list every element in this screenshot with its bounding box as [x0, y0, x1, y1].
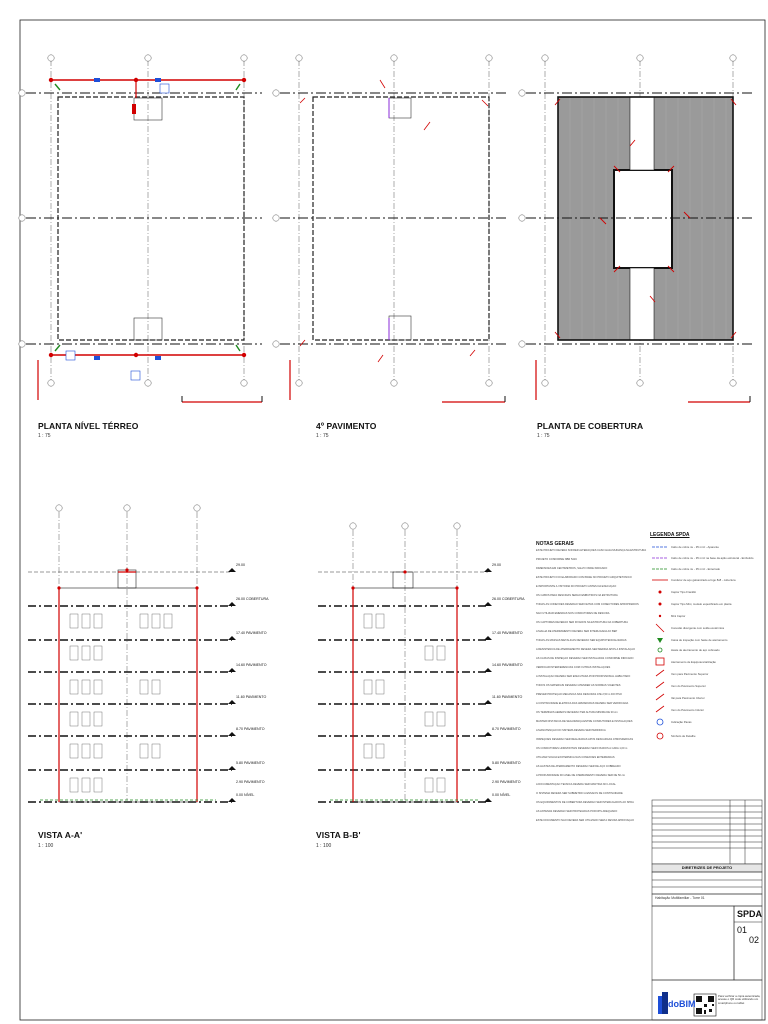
note-item: A MANUTENÇÃO DO SISTEMA DEVERÁ SER PERIÓDICA	[536, 729, 606, 732]
note-item: A MALHA DE ATERRAMENTO DEVERÁ SER INTERLIGADA AO BEP	[536, 630, 618, 633]
view-title-roof: PLANTA DE COBERTURA	[537, 421, 644, 431]
note-item: PREVER PROTEÇÃO MECÂNICA NAS DESCIDAS ATÉ 2,50 m DO PISO	[536, 693, 622, 696]
legend-item: Cabo de cobre nu - 35 mm² - Aparente	[671, 545, 719, 549]
note-item: UTILIZAR SOLDA EXOTÉRMICA NAS CONEXÕES ENTERRADAS	[536, 756, 615, 759]
legend-item: Conexão divergente com solda exotérmica	[671, 626, 725, 630]
level-name: PAVIMENTO	[246, 663, 267, 667]
level-value: 17.40	[492, 631, 501, 635]
view-scale-roof: 1 : 75	[537, 433, 550, 439]
note-item: PROJETO CONFORME NBR 5419	[536, 558, 577, 561]
legend-item: Cabo de cobre nu - 35 mm² - Enterrado	[671, 567, 720, 571]
level-value: 0.00	[492, 793, 499, 797]
level-value: 26.00	[492, 597, 501, 601]
legend-item: Caixa de inspeção com haste de aterramento	[671, 638, 728, 642]
level-value: 14.60	[236, 663, 245, 667]
level-markers	[228, 568, 492, 802]
project-name: Habitação Multifamiliar - Torre 01	[655, 896, 705, 900]
level-name: PAVIMENTO	[244, 780, 265, 784]
legend-symbols	[652, 547, 668, 739]
note-item: AS HASTES DE ATERRAMENTO DEVERÃO SER DE AÇO COBREADO	[536, 765, 621, 768]
note-item: ESTE PROJETO FOI ELABORADO COM BASE NO PROJETO ARQUITETÔNICO	[536, 576, 632, 579]
legend-item: Captor Tipo Franklin	[671, 590, 697, 594]
note-item: OS EQUIPAMENTOS DE COBERTURA DEVERÃO SER INTERLIGADOS AO SPDA	[536, 801, 634, 804]
level-value: 11.60	[492, 695, 501, 699]
legend-item: Haste de aterramento de aço cobreado	[671, 648, 720, 652]
legend-item: Mini Captor	[671, 614, 686, 618]
note-item: OS CONDUTORES HORIZONTAIS DEVERÃO SER FIXADOS A CADA 1,00 m	[536, 747, 628, 750]
roof-plan	[519, 55, 752, 402]
sheet-number: 01	[737, 925, 748, 935]
note-item: OS TERMINAIS AÉREOS DEVERÃO TER ALTURA MÍNIMA DE 30 cm	[536, 711, 618, 714]
level-name: PAVIMENTO	[244, 727, 265, 731]
level-name: PAVIMENTO	[500, 780, 521, 784]
view-scale-fourth: 1 : 75	[316, 433, 329, 439]
note-item: ESTE PROJETO DEVERÁ SOFRER ALTERAÇÕES CASO HAJA MUDANÇA NA ESTRUTURA	[536, 549, 647, 552]
level-name: PAVIMENTO	[502, 663, 523, 667]
note-item: AS ANTENAS DEVERÃO SER PROTEGIDAS POR DPS ADEQUADO	[536, 810, 618, 813]
company-name: doBIM	[668, 999, 696, 1009]
level-value: 29.00	[492, 563, 501, 567]
note-item: VERIFICAR INTERFERÊNCIAS COM OUTRAS INSTALAÇÕES	[536, 666, 611, 669]
level-value: 2.90	[236, 780, 243, 784]
legend-item: Vem do Pavimento Inferior	[671, 708, 704, 712]
company-logo-mark	[658, 992, 668, 1014]
view-scale-ground: 1 : 75	[38, 433, 51, 439]
note-item: A DOCUMENTAÇÃO TÉCNICA DEVERÁ SER MANTIDA NO LOCAL	[536, 783, 616, 786]
note-item: TODOS OS MATERIAIS DEVERÃO ATENDER ÀS NORMAS VIGENTES	[536, 684, 621, 687]
level-value: 14.60	[492, 663, 501, 667]
level-value: 5.80	[236, 761, 243, 765]
note-item: ESTE DOCUMENTO NÃO DEVERÁ SER UTILIZADO SEM A DEVIDA APROVAÇÃO	[536, 819, 635, 822]
level-name: PAVIMENTO	[244, 761, 265, 765]
level-name: PAVIMENTO	[502, 631, 523, 635]
note-item: A INSTALAÇÃO DEVERÁ SER EXECUTADA POR PROFISSIONAL HABILITADO	[536, 675, 631, 678]
level-value: 17.40	[236, 631, 245, 635]
view-scale-section-a: 1 : 100	[38, 843, 54, 849]
level-value: 5.80	[492, 761, 499, 765]
view-title-ground: PLANTA NÍVEL TÉRREO	[38, 421, 139, 431]
discipline-code: SPDA	[737, 909, 763, 919]
level-name: COBERTURA	[246, 597, 269, 601]
notes-heading: NOTAS GERAIS	[536, 541, 574, 547]
legend-item: Vem do Pavimento Superior	[671, 684, 706, 688]
view-title-fourth: 4º PAVIMENTO	[316, 421, 377, 431]
level-value: 2.90	[492, 780, 499, 784]
legend-item: Aterramento de Equipotencialização	[671, 660, 716, 664]
legend-heading: LEGENDA SPDA	[650, 532, 690, 538]
title-block-header: DIRETRIZES DE PROJETO	[681, 865, 733, 870]
level-value: 11.60	[236, 695, 245, 699]
legend-item: Captor Tipo Mini, modelo especificado em planta	[671, 602, 732, 606]
note-item: TODAS AS MASSAS METÁLICAS DEVERÃO SER EQUIPOTENCIALIZADAS	[536, 639, 627, 642]
note-item: DIMENSÕES EM CENTÍMETROS, SALVO ONDE INDICADO	[536, 567, 608, 570]
note-item: TODAS AS CONEXÕES DEVERÃO SER FEITAS COM CONECTORES APROPRIADOS	[536, 603, 639, 606]
legend-item: Cabo de cobre nu - 35 mm² na base da ação estrutural - Embutido	[671, 556, 754, 560]
level-name: PAVIMENTO	[501, 695, 523, 699]
note-item: É IMPORTANTE A VISTORIA DO PROJETO ANTES DA EXECUÇÃO	[536, 585, 617, 588]
legend-item: Vai para Pavimento Inferior	[671, 696, 705, 700]
level-value: 8.70	[492, 727, 499, 731]
section-a-drawing	[28, 505, 232, 802]
level-name: PAVIMENTO	[246, 631, 267, 635]
level-value: 26.00	[236, 597, 245, 601]
note-item: A RESISTÊNCIA DE ATERRAMENTO DEVERÁ SER MEDIDA APÓS A INSTALAÇÃO	[536, 648, 636, 651]
note-item: MANTER DISTÂNCIA DE SEGURANÇA ENTRE CONDUTORES E INSTALAÇÕES	[536, 720, 633, 723]
level-value: 29.00	[236, 563, 245, 567]
note-item: A PROFUNDIDADE DO ANEL DE ATERRAMENTO DEVERÁ SER DE 50 cm	[536, 774, 626, 777]
qr-caption: Para verificar a cópia autenticada, acesse o QR code utilizando um smartphone ou tablet	[718, 994, 761, 1005]
note-item: OS CABOS PARA DESCIDAS SERÃO EMBUTIDOS NA ESTRUTURA	[536, 594, 618, 597]
section-b-drawing	[318, 523, 488, 802]
legend-item: Condutor de aço galvanizado a fogo 8x8 - cobertura	[671, 578, 736, 582]
ground-floor-plan	[19, 55, 262, 402]
level-name: PAVIMENTO	[500, 727, 521, 731]
level-value: 8.70	[236, 727, 243, 731]
note-item: AS CAIXAS DE INSPEÇÃO DEVERÃO SER INSTALADAS CONFORME INDICADO	[536, 657, 634, 660]
note-item: OS CAPTORES DEVERÃO SER FIXADOS NA ESTRUTURA DA COBERTURA	[536, 621, 629, 624]
level-name: NÍVEL	[244, 793, 255, 797]
view-scale-section-b: 1 : 100	[316, 843, 332, 849]
note-item: INSPEÇÕES DEVERÃO SER REALIZADAS APÓS DESCARGAS ATMOSFÉRICAS	[536, 738, 634, 741]
view-title-section-a: VISTA A-A'	[38, 830, 83, 840]
fourth-floor-plan	[273, 55, 508, 402]
level-name: COBERTURA	[502, 597, 525, 601]
level-name: PAVIMENTO	[245, 695, 267, 699]
qr-code	[694, 994, 716, 1016]
level-name: PAVIMENTO	[500, 761, 521, 765]
legend-item: Símbolo de Detalhe	[671, 734, 696, 738]
level-value: 0.00	[236, 793, 243, 797]
view-title-section-b: VISTA B-B'	[316, 830, 361, 840]
legend-item: Indicação Pavas	[671, 720, 692, 724]
note-item: O SISTEMA DEVERÁ SER SUBMETIDO A ENSAIOS DE CONTINUIDADE	[536, 792, 623, 795]
level-name: NÍVEL	[500, 793, 511, 797]
notes-list	[536, 549, 648, 822]
sheet-total: 02	[749, 935, 760, 945]
note-item: A CONTINUIDADE ELÉTRICA DAS ARMADURAS DEVERÁ SER VERIFICADA	[536, 702, 629, 705]
note-item: NÃO UTILIZAR EMENDAS NOS CONDUTORES DE DESCIDA	[536, 612, 610, 615]
legend-item: Vem para Pavimento Superior	[671, 672, 709, 676]
